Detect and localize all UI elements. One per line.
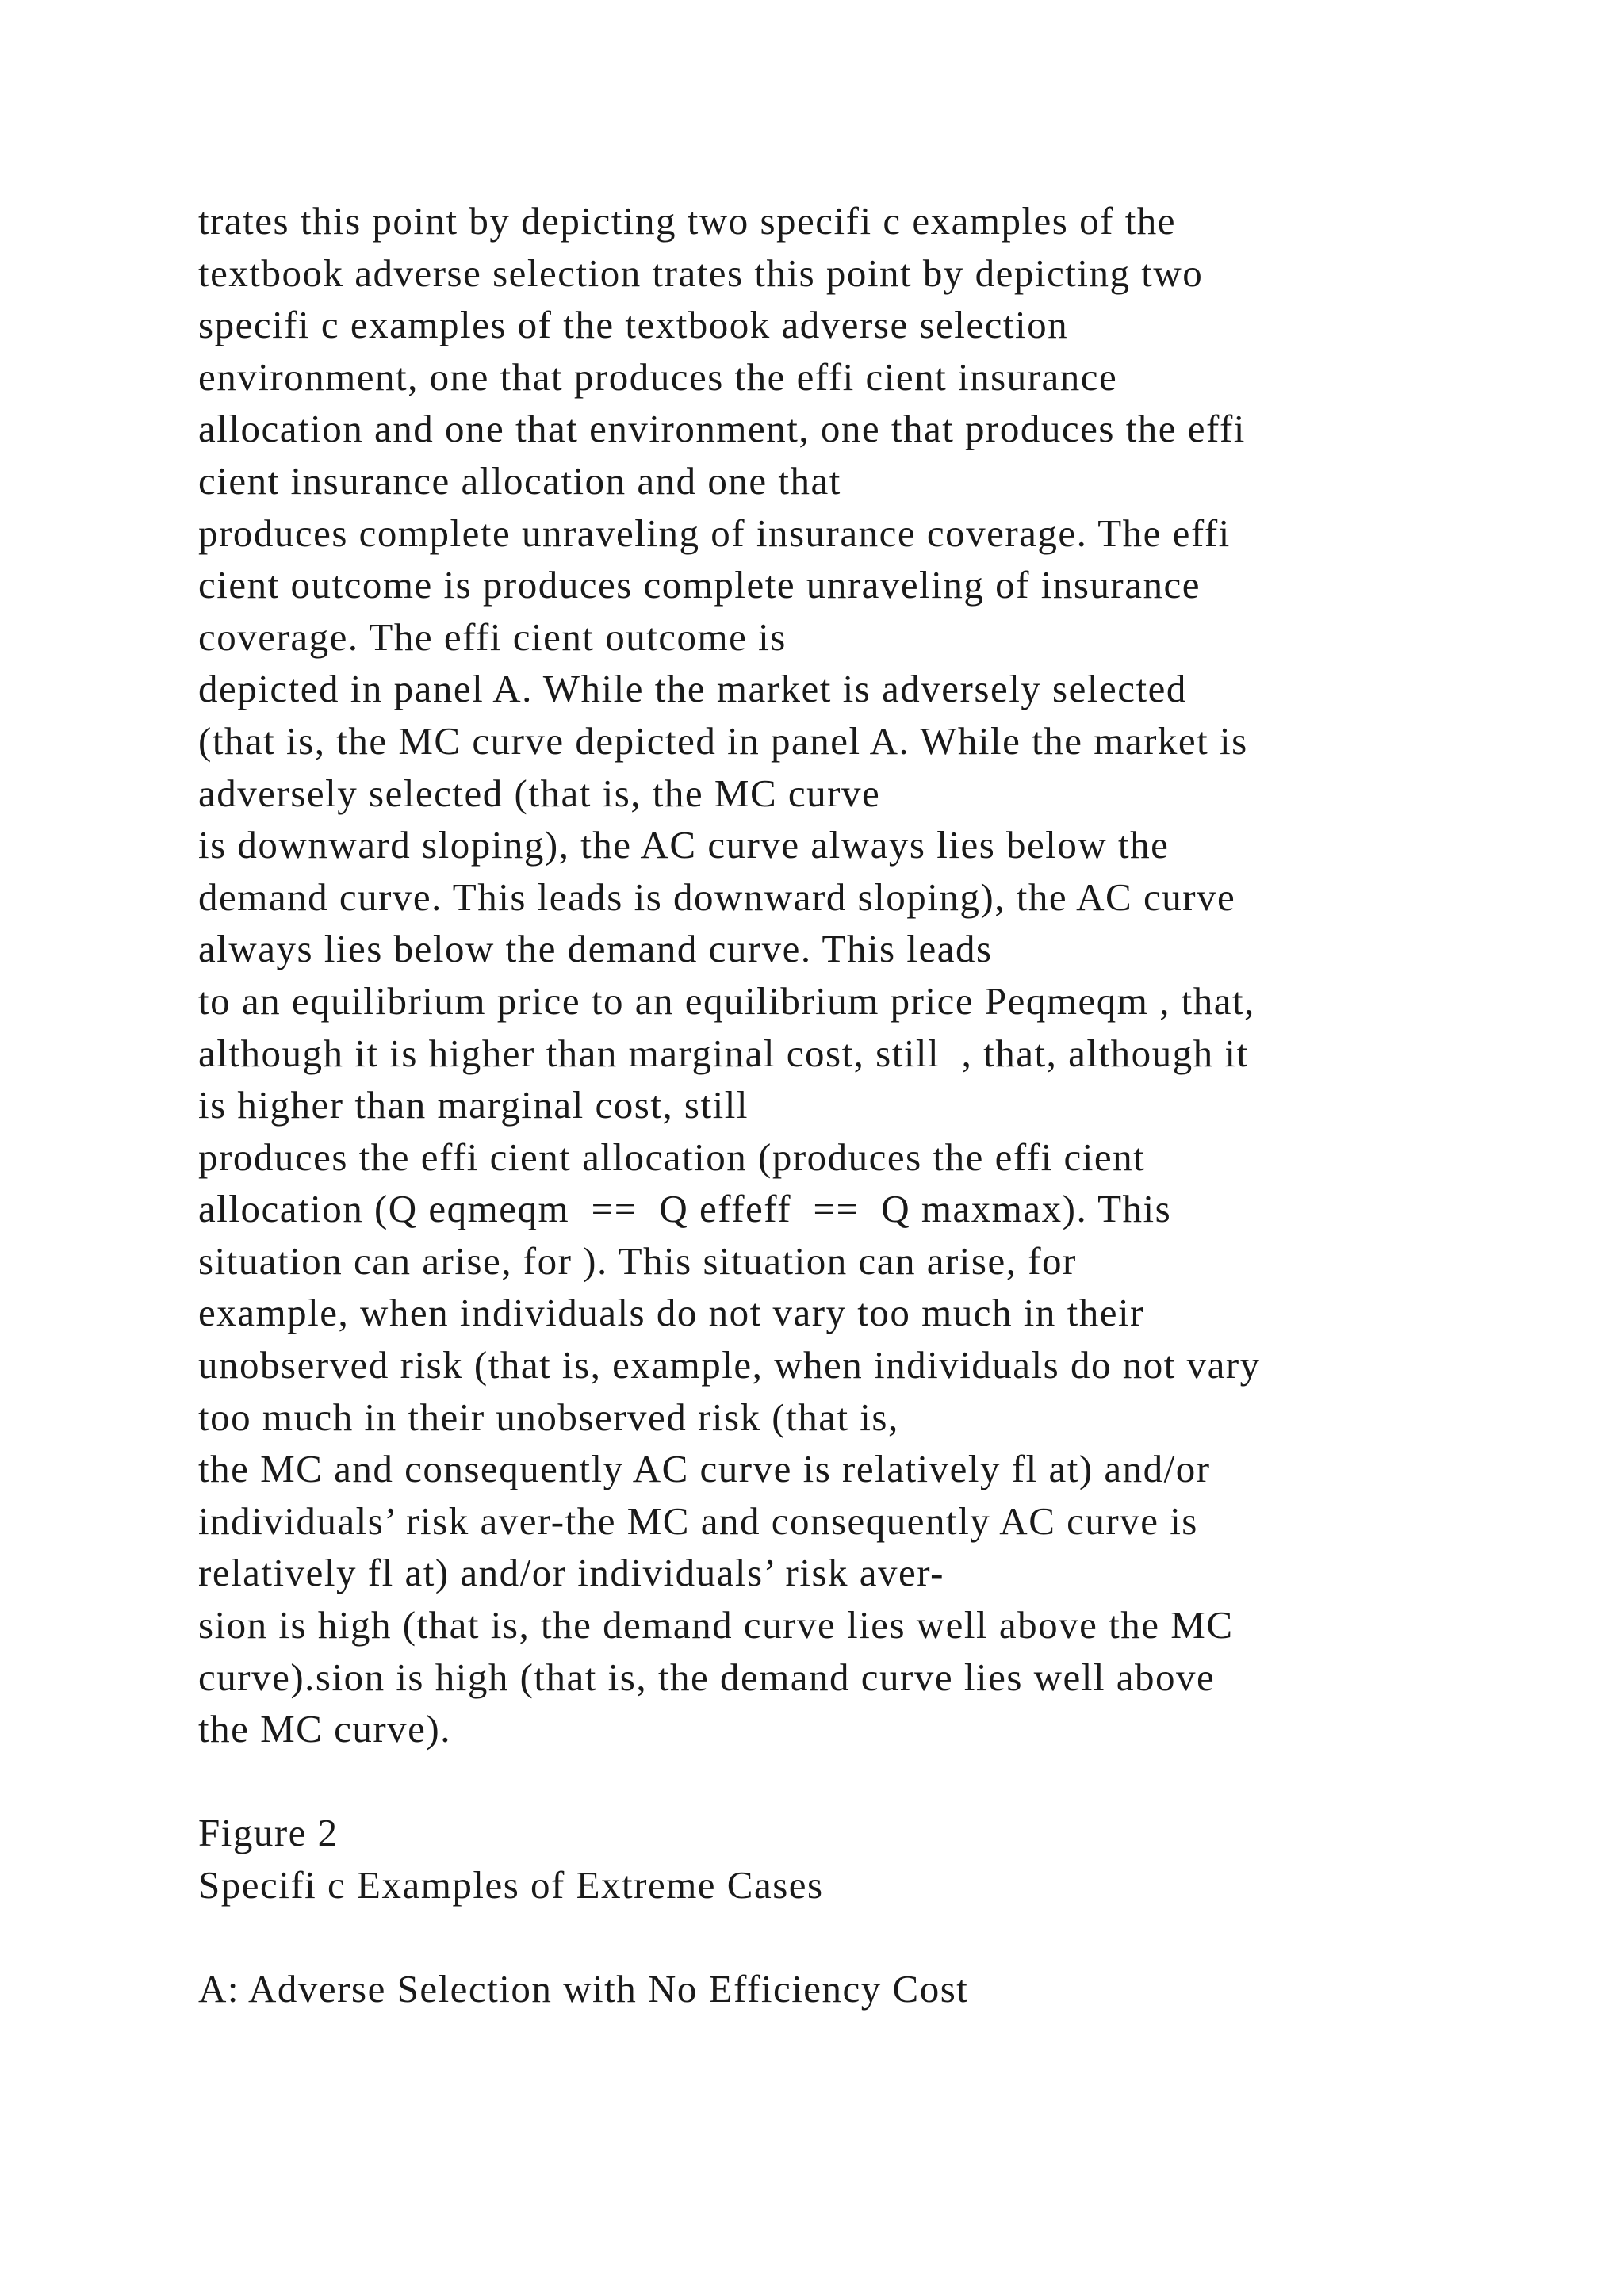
text-line: too much in their unobserved risk (that is,: [198, 1395, 899, 1439]
text-line: allocation (Q eqmeqm == Q effeff == Q maxmax). This: [198, 1187, 1172, 1231]
text-line: although it is higher than marginal cost, still , that, although it: [198, 1031, 1249, 1075]
text-line: produces complete unraveling of insurance coverage. The effi: [198, 511, 1231, 555]
text-line: produces the effi cient allocation (produces the effi cient: [198, 1135, 1146, 1179]
figure-title: Specifi c Examples of Extreme Cases: [198, 1863, 824, 1907]
text-line: is downward sloping), the AC curve always lies below the: [198, 823, 1170, 867]
blank-line: [198, 1911, 1499, 1964]
text-line: relatively fl at) and/or individuals’ risk aver-: [198, 1551, 944, 1595]
text-line: cient insurance allocation and one that: [198, 458, 841, 503]
text-line: situation can arise, for ). This situation can arise, for: [198, 1238, 1077, 1283]
text-line: individuals’ risk aver-the MC and consequently AC curve is: [198, 1498, 1198, 1543]
text-line: trates this point by depicting two specifi c examples of the: [198, 199, 1177, 243]
text-line: example, when individuals do not vary too much in their: [198, 1291, 1144, 1335]
text-line: textbook adverse selection trates this point by depicting two: [198, 251, 1204, 295]
text-line: (that is, the MC curve depicted in panel A. While the market is: [198, 718, 1248, 763]
text-line: cient outcome is produces complete unraveling of insurance: [198, 563, 1201, 607]
figure-label: Figure 2: [198, 1811, 339, 1855]
panel-title: A: Adverse Selection with No Efficiency Cost: [198, 1967, 969, 2011]
text-line: coverage. The effi cient outcome is: [198, 614, 787, 659]
text-line: curve).sion is high (that is, the demand curve lies well above: [198, 1655, 1216, 1699]
text-line: sion is high (that is, the demand curve lies well above the MC: [198, 1603, 1234, 1647]
text-line: always lies below the demand curve. This leads: [198, 927, 993, 971]
text-line: the MC and consequently AC curve is relatively fl at) and/or: [198, 1447, 1211, 1491]
text-line: environment, one that produces the effi cient insurance: [198, 354, 1118, 399]
body-text: [198, 195, 1499, 2015]
text-line: demand curve. This leads is downward sloping), the AC curve: [198, 874, 1236, 919]
text-line: to an equilibrium price to an equilibrium price Peqmeqm , that,: [198, 978, 1255, 1023]
text-line: the MC curve).: [198, 1707, 451, 1751]
text-line: depicted in panel A. While the market is adversely selected: [198, 667, 1187, 711]
text-line: is higher than marginal cost, still: [198, 1083, 749, 1127]
text-line: unobserved risk (that is, example, when individuals do not vary: [198, 1343, 1261, 1387]
blank-line: [198, 1755, 1499, 1808]
text-line: allocation and one that environment, one that produces the effi: [198, 407, 1246, 451]
text-line: specifi c examples of the textbook adverse selection: [198, 303, 1069, 347]
text-line: adversely selected (that is, the MC curve: [198, 771, 881, 815]
